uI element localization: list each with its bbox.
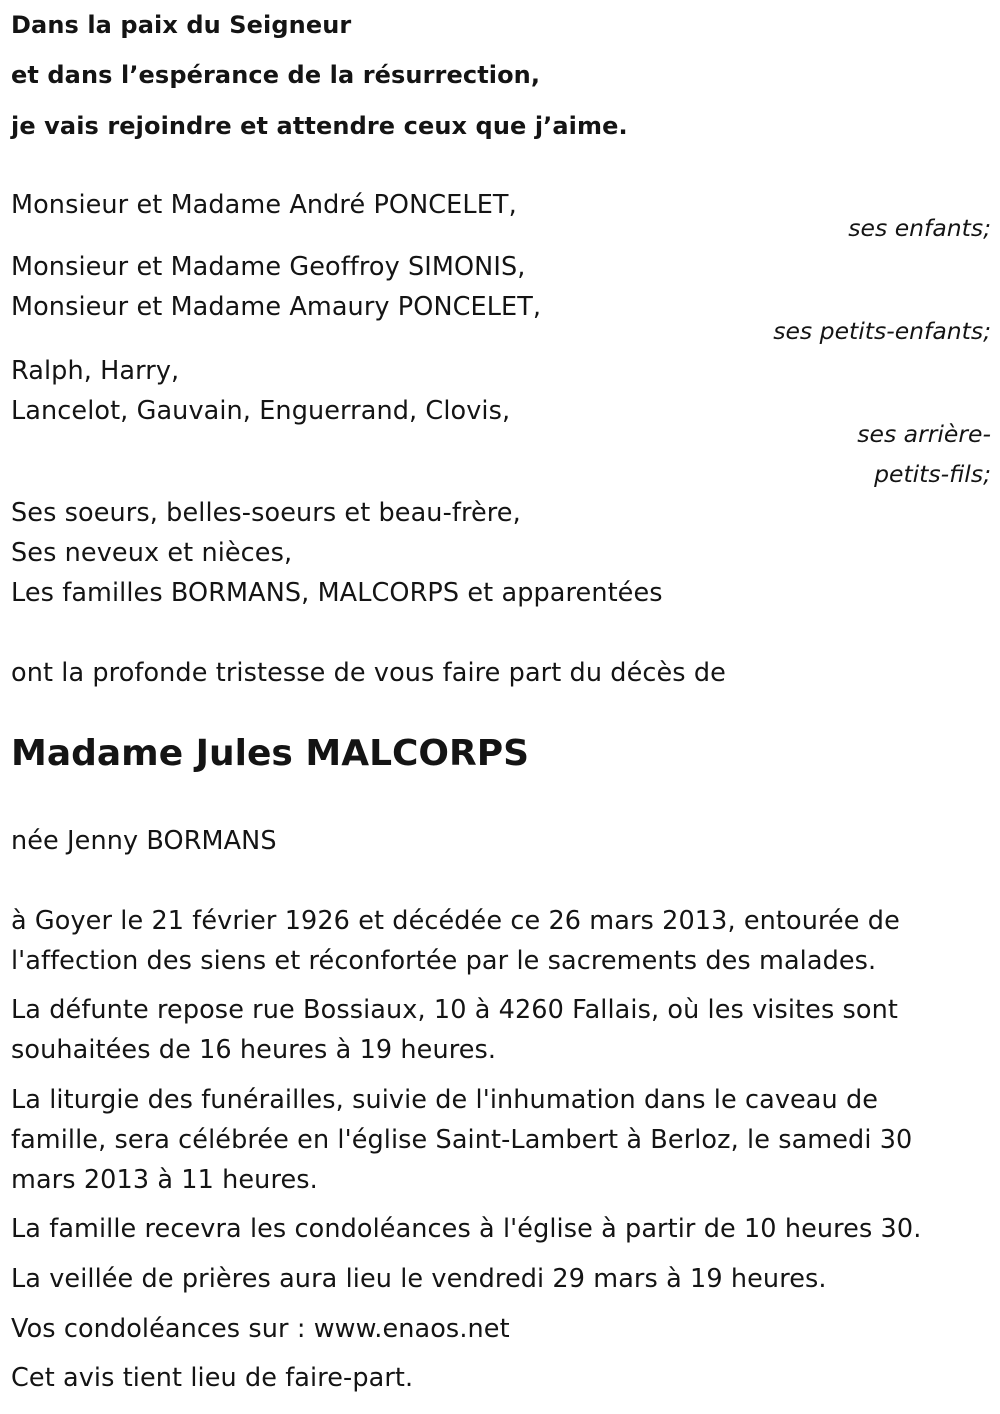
intro-line-3: je vais rejoindre et attendre ceux que j’aime. bbox=[11, 112, 628, 140]
details-p3-line-3: mars 2013 à 11 heures. bbox=[11, 1165, 318, 1195]
intro-line-2: et dans l’espérance de la résurrection, bbox=[11, 61, 541, 89]
grandchildren-name-1: Monsieur et Madame Geoffroy SIMONIS, bbox=[11, 252, 526, 282]
relatives-line-1: Ses soeurs, belles-soeurs et beau-frère, bbox=[11, 498, 521, 528]
condolences-website: Vos condoléances sur : www.enaos.net bbox=[11, 1314, 510, 1344]
intro-line-1: Dans la paix du Seigneur bbox=[11, 11, 352, 39]
relatives-line-3: Les familles BORMANS, MALCORPS et apparentées bbox=[11, 578, 663, 608]
children-label: ses enfants; bbox=[848, 214, 991, 242]
grandchildren-label: ses petits-enfants; bbox=[773, 317, 991, 345]
great-grandchildren-name-1: Ralph, Harry, bbox=[11, 356, 180, 386]
announcement-text: ont la profonde tristesse de vous faire part du décès de bbox=[11, 658, 726, 688]
details-p3-line-1: La liturgie des funérailles, suivie de l'inhumation dans le caveau de bbox=[11, 1085, 879, 1115]
great-grandchildren-label-2: petits-fils; bbox=[874, 460, 991, 488]
closing-note: Cet avis tient lieu de faire-part. bbox=[11, 1363, 414, 1393]
details-p2-line-2: souhaitées de 16 heures à 19 heures. bbox=[11, 1035, 497, 1065]
great-grandchildren-name-2: Lancelot, Gauvain, Enguerrand, Clovis, bbox=[11, 396, 511, 426]
relatives-line-2: Ses neveux et nièces, bbox=[11, 538, 293, 568]
details-p4: La famille recevra les condoléances à l'église à partir de 10 heures 30. bbox=[11, 1214, 922, 1244]
details-p2-line-1: La défunte repose rue Bossiaux, 10 à 4260 Fallais, où les visites sont bbox=[11, 995, 898, 1025]
details-p3-line-2: famille, sera célébrée en l'église Saint-Lambert à Berloz, le samedi 30 bbox=[11, 1125, 913, 1155]
children-name-1: Monsieur et Madame André PONCELET, bbox=[11, 190, 517, 220]
grandchildren-name-2: Monsieur et Madame Amaury PONCELET, bbox=[11, 292, 542, 322]
details-p5: La veillée de prières aura lieu le vendredi 29 mars à 19 heures. bbox=[11, 1264, 827, 1294]
deceased-name: Madame Jules MALCORPS bbox=[11, 733, 530, 774]
details-p1-line-1: à Goyer le 21 février 1926 et décédée ce 26 mars 2013, entourée de bbox=[11, 906, 900, 936]
great-grandchildren-label-1: ses arrière- bbox=[857, 420, 991, 448]
born-as: née Jenny BORMANS bbox=[11, 826, 277, 856]
details-p1-line-2: l'affection des siens et réconfortée par le sacrements des malades. bbox=[11, 946, 877, 976]
